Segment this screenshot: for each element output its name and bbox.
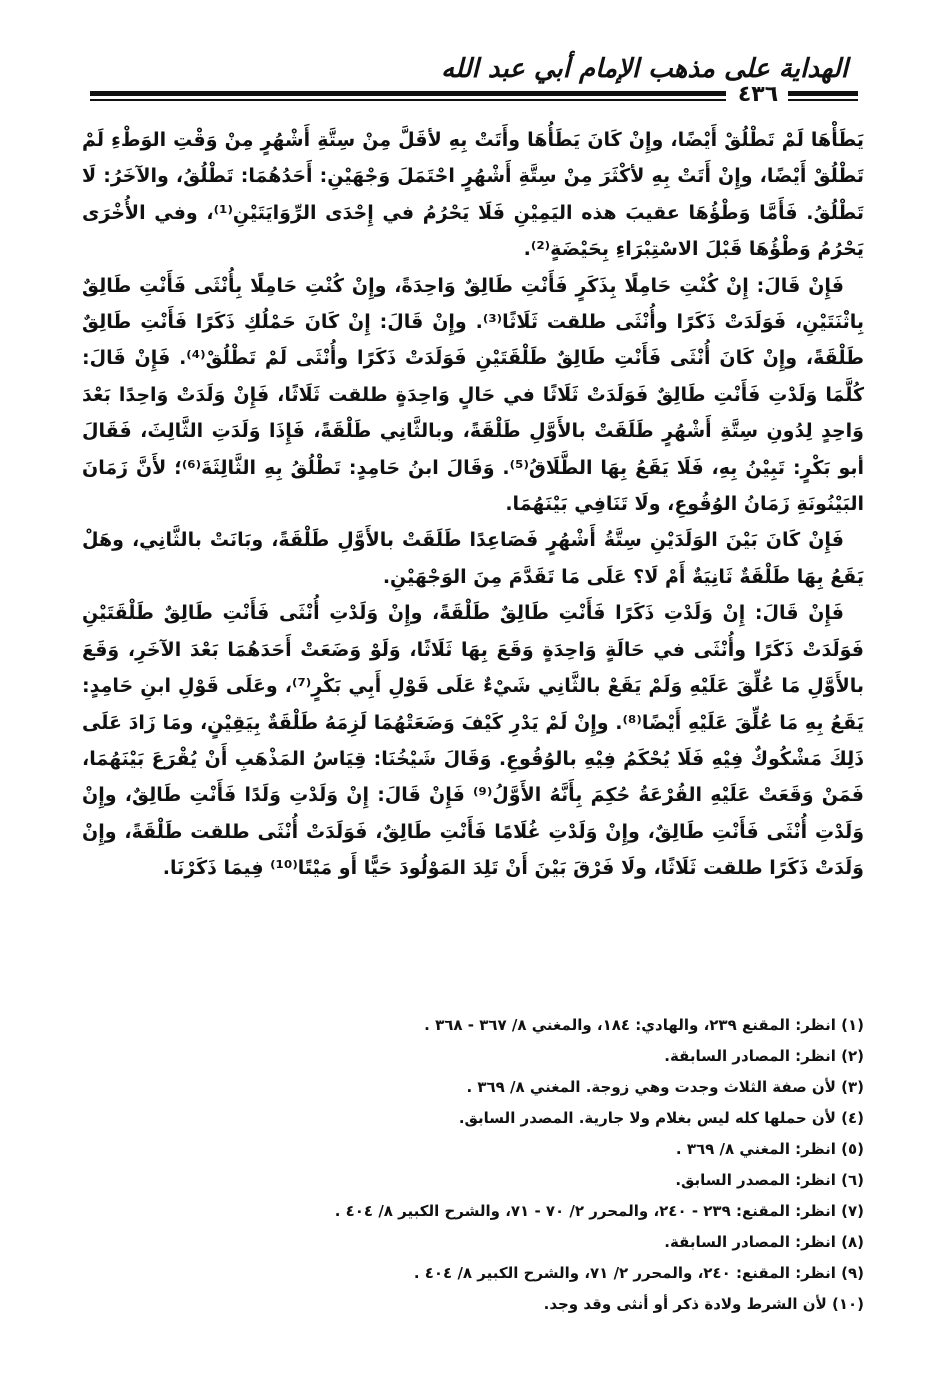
footnotes [82, 1010, 864, 1320]
footnote: (٤) لأن حملها كله ليس بغلام ولا جارية. المصدر السابق. [458, 1109, 864, 1127]
page-number-rule-thin [788, 99, 858, 101]
header-rule-thick [90, 91, 726, 96]
paragraph: فَإِنْ كَانَ بَيْنَ الوَلَدَيْنِ سِتَّةُ أَشْهُرٍ فَصَاعِدًا طَلَقَتْ بالأَوَّلِ طَلْقَةً، وبَانَتْ بالثَّانِي، وهَلْ يَقَعُ بِهَا طَلْقَةٌ ثَانِيَةٌ أَمْ لَا؟ عَلَى مَا تَقَدَّمَ مِنَ الوَجْهَيْنِ. [82, 529, 864, 588]
footnote: (١) انظر: المقنع ٢٣٩، والهادي: ١٨٤، والمغني ٨/ ٣٦٧ - ٣٦٨ . [424, 1016, 864, 1034]
main-text [82, 122, 864, 887]
footnote: (٧) انظر: المقنع: ٢٣٩ - ٢٤٠، والمحرر ٢/ ٧٠ - ٧١، والشرح الكبير ٨/ ٤٠٤ . [334, 1202, 864, 1220]
paragraph: يَطَأْهَا لَمْ تَطْلُقْ أَيْضًا، وإِنْ كَانَ يَطَأُهَا وأَتَتْ بِهِ لأقَلَّ مِنْ سِتَّةِ أَشْهُرٍ مِنْ وَقْتِ الوَطْءِ لَمْ تَطْلُقْ أَيْضًا، وإِنْ أَتَتْ بِهِ لأكْثَرَ مِنْ سِتَّةِ أَشْهُرٍ احْتَمَلَ وَجْهَيْنِ: أَحَدُهُمَا: تَطْلُقُ، والآخَرُ: لَا تَطْلُقُ. فَأَمَّا وَطْؤُهَا عقيبَ هذه اليَمِيْنِ فَلَا يَحْرُمُ في إِحْدَى الرِّوَايَتَيْنِ⁽¹⁾، وفي الأُخْرَى يَحْرُمُ وَطْؤُهَا قَبْلَ الاسْتِبْرَاءِ بِحَيْضَةٍ⁽²⁾. [82, 129, 864, 261]
footnote: (١٠) لأن الشرط ولادة ذكر أو أنثى وقد وجد. [543, 1295, 864, 1313]
footnote: (٨) انظر: المصادر السابقة. [664, 1233, 864, 1251]
footnote: (٣) لأن صفة الثلاث وجدت وهي زوجة. المغني ٨/ ٣٦٩ . [466, 1078, 864, 1096]
footnote: (٦) انظر: المصدر السابق. [675, 1171, 864, 1189]
header-rule-thin [90, 99, 726, 101]
paragraph: فَإِنْ قَالَ: إِنْ كُنْتِ حَامِلًا بِذَكَرٍ فَأَنْتِ طَالِقٌ وَاحِدَةً، وإِنْ كُنْتِ حَامِلًا بِأُنْثَى فَأَنْتِ طَالِقٌ بِاثْنَتَيْنِ، فَوَلَدَتْ ذَكَرًا وأُنْثَى طلقت ثَلَاثًا⁽³⁾. وإِنْ قَالَ: إِنْ كَانَ حَمْلُكِ ذَكَرًا فَأَنْتِ طَالِقٌ طَلْقَةً، وإِنْ كَانَ أُنْثَى فَأَنْتِ طَالِقٌ طَلْقَتَيْنِ فَوَلَدَتْ ذَكَرًا وأُنْثَى لَمْ تَطْلُقْ⁽⁴⁾. فَإِنْ قَالَ: كُلَّمَا وَلَدْتِ فَأَنْتِ طَالِقٌ فَوَلَدَتْ ثَلَاثًا في حَالٍ وَاحِدَةٍ طلقت ثَلَاثًا، فَإِنْ وَلَدَتْ وَاحِدًا بَعْدَ وَاحِدٍ لِدُونِ سِتَّةِ أَشْهُرٍ طَلَقَتْ بالأَوَّلِ طَلْقَةً، وبالثَّانِي طَلْقَةً، فَإِذَا وَلَدَتِ الثَّالِثَ، فَقَالَ أبو بَكْرٍ: تَبِيْنُ بِهِ، فَلَا يَقَعُ بِهَا الطَّلَاقُ⁽⁵⁾. وَقَالَ ابنُ حَامِدٍ: تَطْلُقُ بِهِ الثَّالِثَةَ⁽⁶⁾؛ لأَنَّ زَمَانَ البَيْنُونَةِ زَمَانُ الوُقُوعِ، ولَا تَنَافِي بَيْنَهُمَا. [82, 274, 865, 516]
page-number: ٤٣٦ [737, 82, 779, 107]
running-title: الهداية على مذهب الإمام أبي عبد الله [441, 54, 848, 84]
page-number-rule-thick [788, 91, 858, 96]
footnote: (٥) انظر: المغني ٨/ ٣٦٩ . [675, 1140, 864, 1158]
footnote: (٩) انظر: المقنع: ٢٤٠، والمحرر ٢/ ٧١، والشرح الكبير ٨/ ٤٠٤ . [413, 1264, 864, 1282]
footnote: (٢) انظر: المصادر السابقة. [664, 1047, 864, 1065]
paragraph: فَإِنْ قَالَ: إِنْ وَلَدْتِ ذَكَرًا فَأَنْتِ طَالِقٌ طَلْقَةً، وإِنْ وَلَدْتِ أُنْثَى فَأَنْتِ طَالِقٌ طَلْقَتَيْنِ فَوَلَدَتْ ذَكَرًا وأُنْثَى في حَالَةٍ وَاحِدَةٍ وَقَعَ بِهَا ثَلَاثًا، وَلَوْ وَضَعَتْ أَحَدَهُمَا بَعْدَ الآخَرِ، وَقَعَ بالأَوَّلِ مَا عُلِّقَ عَلَيْهِ وَلَمْ يَقَعْ بالثَّانِي شَيْءٌ عَلَى قَوْلِ أَبِي بَكْرٍ⁽⁷⁾، وعَلَى قَوْلِ ابنِ حَامِدٍ: يَقَعُ بِهِ مَا عُلِّقَ عَلَيْهِ أَيْضًا⁽⁸⁾. وإِنْ لَمْ يَدْرِ كَيْفَ وَضَعَتْهُمَا لَزِمَهُ طَلْقَةٌ بِيَقِيْنٍ، ومَا زَادَ عَلَى ذَلِكَ مَشْكُوكٌ فِيْهِ فَلَا يُحْكَمُ فِيْهِ بالوُقُوعِ. وَقَالَ شَيْخُنَا: قِيَاسُ المَذْهَبِ أَنْ يُقْرَعَ بَيْنَهُمَا، فَمَنْ وَقَعَتْ عَلَيْهِ القُرْعَةُ حُكِمَ بِأَنَّهُ الأَوَّلُ⁽⁹⁾ فَإِنْ قَالَ: إِنْ وَلَدْتِ وَلَدًا فَأَنْتِ طَالِقٌ، وإِنْ وَلَدْتِ أُنْثَى فَأَنْتِ طَالِقٌ، وإِنْ وَلَدْتِ غُلَامًا فَأَنْتِ طَالِقٌ، فَوَلَدَتْ أُنْثَى طلقت طَلْقَةً، وإِنْ وَلَدَتْ ذَكَرًا طلقت ثَلَاثًا، ولَا فَرْقَ بَيْنَ أَنْ تَلِدَ المَوْلُودَ حَيًّا أَو مَيْتًا⁽¹⁰⁾ فِيمَا ذَكَرْنَا. [82, 602, 865, 880]
